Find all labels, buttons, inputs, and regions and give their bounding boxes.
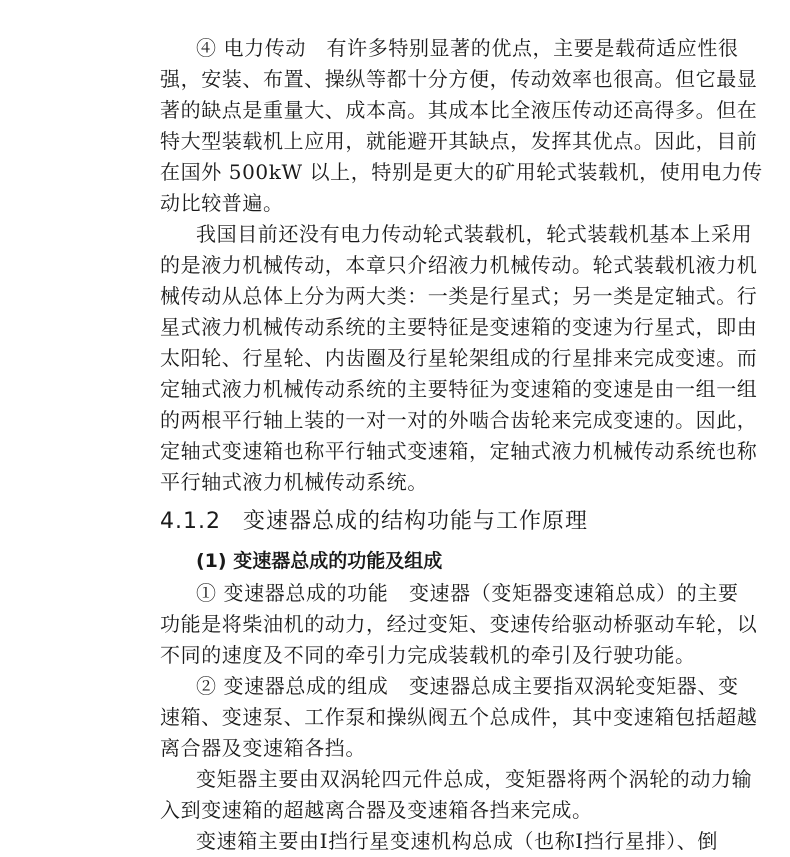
text-line: 我国目前还没有电力传动轮式装载机，轮式装载机基本上采用 xyxy=(196,222,753,246)
text-line: 离合器及变速箱各挡。 xyxy=(160,736,366,760)
text-line: 的两根平行轴上装的一对一对的外啮合齿轮来完成变速的。因此， xyxy=(160,408,758,432)
subsection-heading: (1) 变速器总成的功能及组成 xyxy=(196,550,443,572)
text-line: 不同的速度及不同的牵引力完成装载机的牵引及行驶功能。 xyxy=(160,643,696,667)
text-line: 变速箱主要由Ⅰ挡行星变速机构总成（也称Ⅰ挡行星排）、倒 xyxy=(196,829,719,853)
text-line: 速箱、变速泵、工作泵和操纵阀五个总成件，其中变速箱包括超越 xyxy=(160,705,758,729)
text-line: 太阳轮、行星轮、内齿圈及行星轮架组成的行星排来完成变速。而 xyxy=(160,346,758,370)
text-line: 强，安装、布置、操纵等都十分方便，传动效率也很高。但它最显 xyxy=(160,67,758,91)
text-line: 星式液力机械传动系统的主要特征是变速箱的变速为行星式，即由 xyxy=(160,315,758,339)
text-line: 入到变速箱的超越离合器及变速箱各挡来完成。 xyxy=(160,798,593,822)
text-line: 械传动从总体上分为两大类：一类是行星式；另一类是定轴式。行 xyxy=(160,284,758,308)
text-line: ② 变速器总成的组成 变速器总成主要指双涡轮变矩器、变 xyxy=(196,674,739,698)
text-line: 在国外 500kW 以上，特别是更大的矿用轮式装载机，使用电力传 xyxy=(160,160,763,184)
text-line: 特大型装载机上应用，就能避开其缺点，发挥其优点。因此，目前 xyxy=(160,129,758,153)
text-line: 的是液力机械传动，本章只介绍液力机械传动。轮式装载机液力机 xyxy=(160,253,758,277)
text-line: 平行轴式液力机械传动系统。 xyxy=(160,470,428,494)
text-line: 定轴式变速箱也称平行轴式变速箱，定轴式液力机械传动系统也称 xyxy=(160,439,758,463)
text-line: ④ 电力传动 有许多特别显著的优点，主要是载荷适应性很 xyxy=(196,36,739,60)
text-line: 动比较普遍。 xyxy=(160,191,284,215)
section-heading xyxy=(160,505,588,539)
section-number: 4.1.2 xyxy=(160,509,221,534)
text-line: 变矩器主要由双涡轮四元件总成，变矩器将两个涡轮的动力输 xyxy=(196,767,753,791)
text-line: 定轴式液力机械传动系统的主要特征为变速箱的变速是由一组一组 xyxy=(160,377,758,401)
text-line: 功能是将柴油机的动力，经过变矩、变速传给驱动桥驱动车轮，以 xyxy=(160,612,758,636)
text-line: ① 变速器总成的功能 变速器（变矩器变速箱总成）的主要 xyxy=(196,581,739,605)
section-title: 变速器总成的结构功能与工作原理 xyxy=(242,509,588,534)
text-line: 著的缺点是重量大、成本高。其成本比全液压传动还高得多。但在 xyxy=(160,98,758,122)
